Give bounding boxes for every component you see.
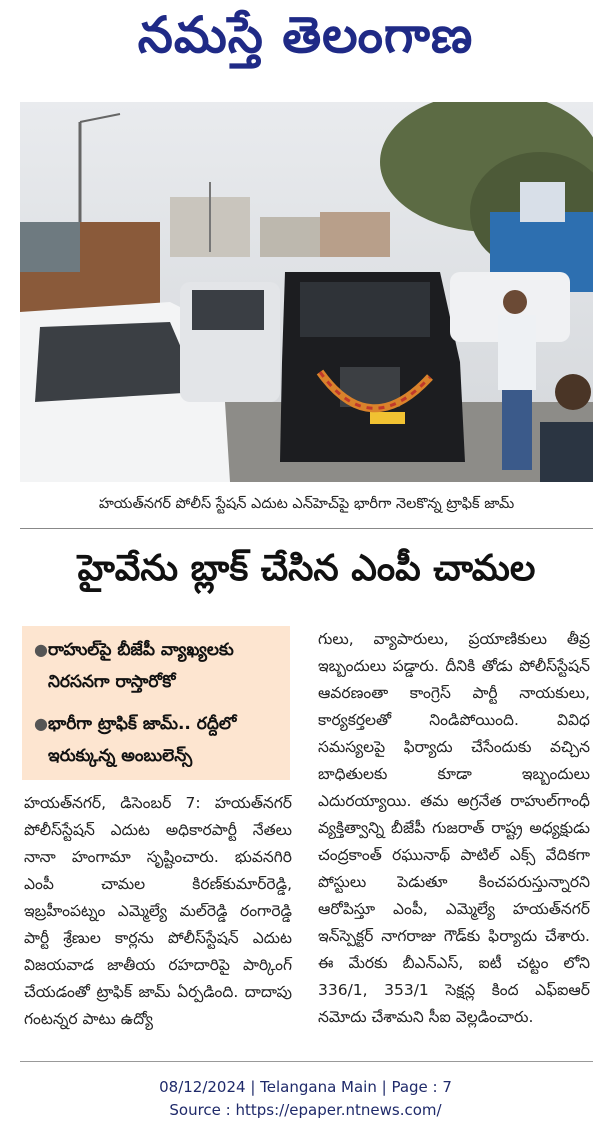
footer-source-link[interactable]: Source : https://epaper.ntnews.com/ bbox=[169, 1101, 442, 1119]
footer-divider bbox=[20, 1061, 593, 1062]
news-photo bbox=[20, 102, 593, 482]
bullet-icon: ● bbox=[34, 714, 48, 733]
traffic-jam-photo bbox=[20, 102, 593, 482]
article-headline: హైవేను బ్లాక్ చేసిన ఎంపీ చామల bbox=[77, 548, 536, 589]
newspaper-logo: నమస్తే తెలంగాణ bbox=[137, 5, 474, 64]
divider bbox=[20, 528, 593, 529]
article-body-left: హయత్‌నగర్, డిసెంబర్ 7: హయత్‌నగర్ పోలీస్‌స్టేషన్ ఎదుట అధికారపార్టీ నేతలు నానా హంగామా సృష్టించారు. భువనగిరి ఎంపీ చామల కిరణ్‌కుమార్‌రెడ్డి, ఇబ్రహీంపట్నం ఎమ్మెల్యే మల్‌రెడ్డి రంగారెడ్డి పార్టీ శ్రేణుల కార్లను పోలీస్‌స్టేషన్ ఎదుట విజయవాడ జాతీయ రహదారిపై పార్కింగ్ చేయడంతో ట్రాఫిక్ జామ్ ఏర్పడింది. దాదాపు గంటన్నర పాటు ఉద్యో bbox=[24, 794, 292, 1028]
page-footer bbox=[0, 1076, 611, 1122]
highlight-item bbox=[34, 708, 280, 772]
highlight-item bbox=[34, 634, 280, 698]
highlight-text: రాహుల్‌పై బీజేపీ వ్యాఖ్యలకు నిరసనగా రాస్తారోకో bbox=[48, 640, 234, 692]
article-column-left bbox=[24, 790, 292, 1033]
masthead bbox=[0, 0, 611, 82]
highlights-box bbox=[22, 626, 290, 780]
footer-edition-info: 08/12/2024 | Telangana Main | Page : 7 bbox=[159, 1078, 452, 1096]
article-column-right bbox=[318, 626, 590, 1031]
bullet-icon: ● bbox=[34, 640, 48, 659]
photo-caption: హయత్‌నగర్ పోలీస్ స్టేషన్ ఎదుట ఎన్‌హెచ్‌పై భారీగా నెలకొన్న ట్రాఫిక్ జామ్ bbox=[98, 496, 515, 512]
highlight-text: భారీగా ట్రాఫిక్ జామ్.. రద్దీలో ఇరుక్కున్న అంబులెన్స్ bbox=[48, 714, 237, 766]
article-body-right: గులు, వ్యాపారులు, ప్రయాణికులు తీవ్ర ఇబ్బందులు పడ్డారు. దీనికి తోడు పోలీస్‌స్టేషన్ ఆవరణంతా కాంగ్రెస్ పార్టీ నాయకులు, కార్యకర్తలతో నిండిపోయింది. వివిధ సమస్యలపై ఫిర్యాదు చేసేందుకు వచ్చిన బాధితులకు కూడా ఇబ్బందులు ఎదురయ్యాయి. తమ అగ్రనేత రాహుల్‌గాంధీ వ్యక్తిత్వాన్ని బీజేపీ గుజరాత్ రాష్ట్ర అధ్యక్షుడు చంద్రకాంత్ రఘునాథ్ పాటిల్ ఎక్స్ వేదికగా పోస్టులు పెడుతూ కించపరుస్తున్నారని ఆరోపిస్తూ ఎంపీ, ఎమ్మెల్యే హయత్‌నగర్ ఇన్‌స్పెక్టర్ నాగరాజు గౌడ్‌కు ఫిర్యాదు చేశారు. ఈ మేరకు బీఎన్ఎస్, ఐటీ చట్టం లోని 336/1, 353/1 సెక్షన్ల కింద ఎఫ్ఐఆర్ నమోదు చేశామని సీఐ వెల్లడించారు. bbox=[318, 630, 590, 1026]
